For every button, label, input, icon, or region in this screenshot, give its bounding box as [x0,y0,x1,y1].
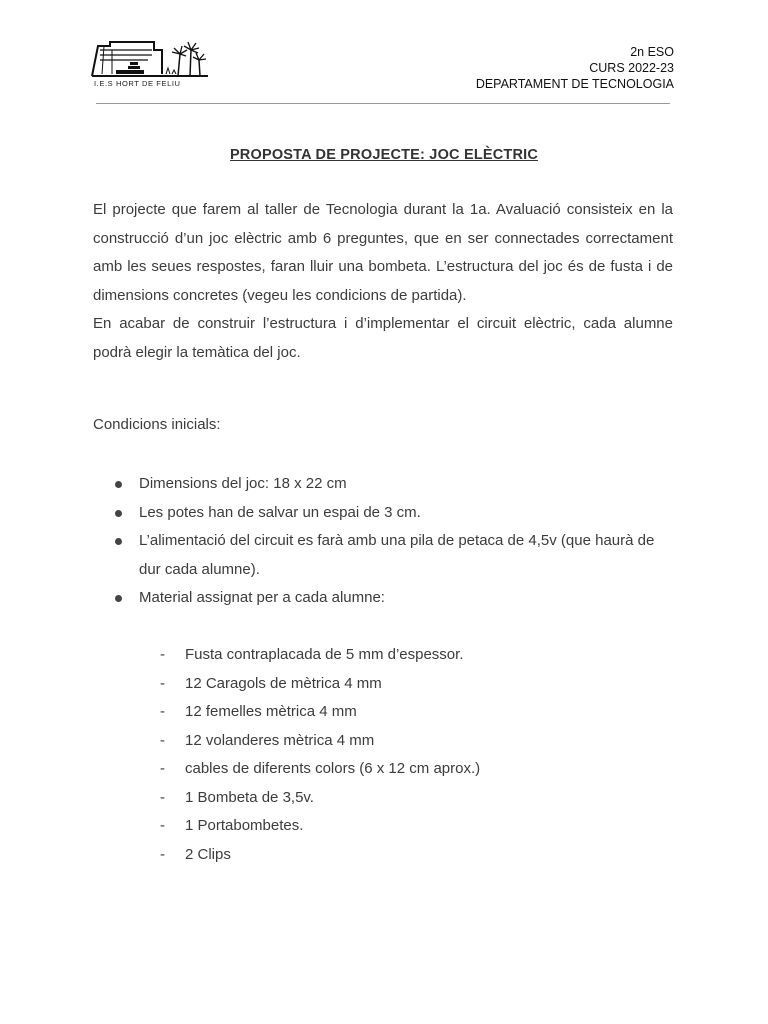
dash-marker: - [160,703,165,720]
bullet-icon [115,481,122,488]
list-item [93,499,673,528]
logo-text: I.E.S HORT DE FELIU [94,79,181,88]
bullet-icon [115,538,122,545]
list-item [158,698,480,727]
bullet-icon [115,595,122,602]
list-item-text: Dimensions del joc: 18 x 22 cm [139,475,347,492]
header-department: DEPARTAMENT DE TECNOLOGIA [475,77,674,91]
materials-list [158,641,480,869]
list-item-text: Fusta contraplacada de 5 mm d’espessor. [185,646,464,663]
list-item [93,470,673,499]
dash-marker: - [160,646,165,663]
list-item [158,784,480,813]
list-item [158,670,480,699]
intro-paragraph: El projecte que farem al taller de Tecnologia durant la 1a. Avaluació consisteix en la construcció d’un joc elèctric amb 6 preguntes, que en ser connectades correctament amb les seues respostes, faran lluir una bombeta. L’estructura del joc és de fusta i de dimensions concretes (vegeu les condicions de partida). [93,201,673,304]
document-title: PROPOSTA DE PROJECTE: JOC ELÈCTRIC [229,147,539,163]
list-item-text: 12 volanderes mètrica 4 mm [185,731,375,749]
header-divider [96,103,670,104]
list-item [158,812,480,841]
list-item [158,755,480,784]
list-item-text: 2 Clips [185,845,231,863]
header-year: CURS 2022-23 [589,61,674,75]
list-item [158,641,480,670]
list-item-text: Les potes han de salvar un espai de 3 cm. [139,503,421,521]
header-info [476,44,674,92]
list-item-text: 1 Portabombetes. [185,817,304,834]
dash-marker: - [160,760,165,777]
dash-marker: - [160,731,165,749]
list-item-text: 12 Caragols de mètrica 4 mm [185,674,382,692]
document-header [90,40,674,104]
school-logo [90,40,212,90]
list-item-text: 12 femelles mètrica 4 mm [185,703,357,720]
header-course: 2n ESO [630,45,674,59]
intro-paragraph-2: En acabar de construir l’estructura i d’implementar el circuit elèctric, cada alumne podrà elegir la temàtica del joc. [93,315,673,361]
conditions-heading: Condicions inicials: [93,416,221,433]
dash-marker: - [160,845,165,863]
list-item-text: Material assignat per a cada alumne: [139,589,385,606]
school-building-icon [90,40,212,80]
list-item-text: cables de diferents colors (6 x 12 cm aprox.) [185,760,481,777]
list-item-text: L’alimentació del circuit es farà amb una pila de petaca de 4,5v (que haurà de dur cada alumne). [139,532,655,578]
list-item-text: 1 Bombeta de 3,5v. [185,788,314,806]
dash-marker: - [160,788,165,806]
intro-section [93,196,673,367]
list-item [158,841,480,870]
dash-marker: - [160,674,165,692]
list-item [93,527,673,584]
dash-marker: - [160,817,165,834]
list-item [93,584,673,613]
list-item [158,727,480,756]
bullet-icon [115,510,122,517]
conditions-list [93,470,673,613]
